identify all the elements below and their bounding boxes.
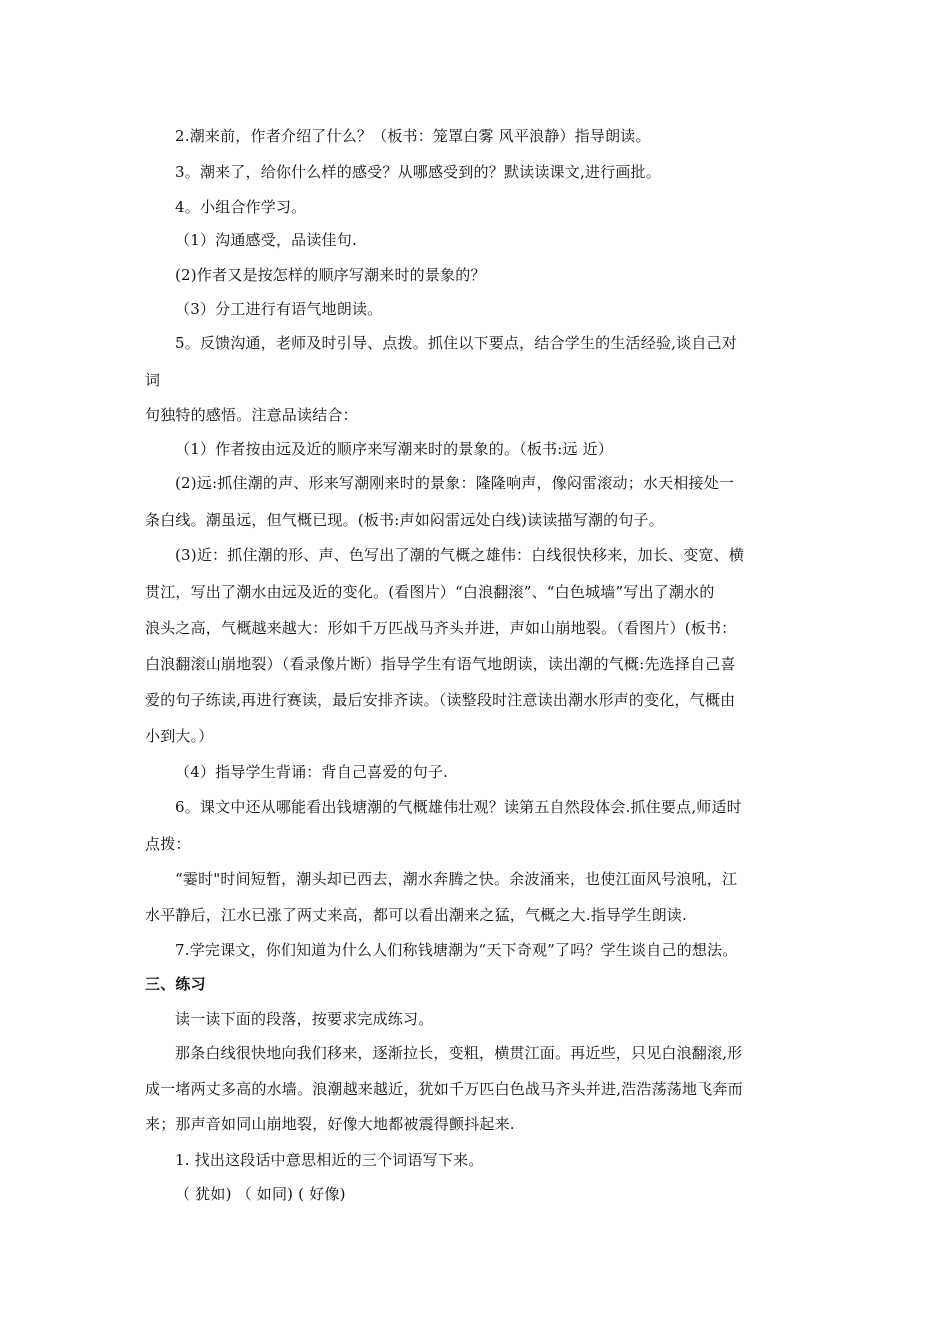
paragraph-line: （3）分工进行有语气地朗读。 [175,300,383,318]
paragraph-line: 水平静后，江水已涨了两丈来高，都可以看出潮来之猛，气概之大.指导学生朗读. [145,906,687,924]
paragraph-line: “霎时"时间短暂，潮头却已西去，潮水奔腾之快。余波涌来，也使江面风号浪吼，江 [175,870,738,888]
paragraph-line: 来；那声音如同山崩地裂，好像大地都被震得颤抖起来. [145,1115,515,1133]
paragraph-line: 句独特的感悟。注意品读结合： [145,406,358,424]
paragraph-line: 3。潮来了，给你什么样的感受？从哪感受到的？默读读课文,进行画批。 [175,163,661,181]
paragraph-line: 读一读下面的段落，按要求完成练习。 [175,1010,434,1028]
paragraph-line: 词 [145,371,161,389]
paragraph-line: 贯江，写出了潮水由远及近的变化。(看图片）“白浪翻滚”、“白色城墙”写出了潮水的 [145,583,715,601]
exercise-answer: （ 犹如) （ 如同) ( 好像) [175,1185,346,1203]
paragraph-line: (2)远:抓住潮的声、形来写潮刚来时的景象：隆隆响声，像闷雷滚动；水天相接处一 [175,474,735,492]
paragraph-line: 7.学完课文，你们知道为什么人们称钱塘潮为“天下奇观”了吗？学生谈自己的想法。 [175,941,738,959]
paragraph-line: 小到大。） [145,727,214,745]
paragraph-line: （4）指导学生背诵：背自己喜爱的句子. [175,763,449,781]
paragraph-line: 点拨： [145,835,191,853]
paragraph-line: 4。小组合作学习。 [175,198,307,216]
paragraph-line: 2.潮来前，作者介绍了什么？（板书：笼罩白雾 风平浪静）指导朗读。 [175,127,651,145]
paragraph-line: （1）作者按由远及近的顺序来写潮来时的景象的。（板书:远 近） [175,440,614,458]
paragraph-line: （1）沟通感受，品读佳句. [175,231,357,249]
paragraph-line: 成一堵两丈多高的水墙。浪潮越来越近，犹如千万匹白色战马齐头并进,浩浩荡荡地飞奔而 [145,1080,743,1098]
section-heading: 三、练习 [145,975,206,993]
paragraph-line: 白浪翻滚山崩地裂）（看录像片断）指导学生有语气地朗读，读出潮的气概:先选择自己喜 [145,655,736,673]
paragraph-line: (2)作者又是按怎样的顺序写潮来时的景象的？ [175,266,486,284]
paragraph-line: 浪头之高，气概越来越大：形如千万匹战马齐头并进，声如山崩地裂。（看图片）(板书： [145,619,737,637]
exercise-question: 1. 找出这段话中意思相近的三个词语写下来。 [175,1151,484,1169]
paragraph-line: (3)近：抓住潮的形、声、色写出了潮的气概之雄伟：白线很快移来，加长、变宽、横 [175,546,745,564]
paragraph-line: 6。课文中还从哪能看出钱塘潮的气概雄伟壮观？读第五自然段体会.抓住要点,师适时 [175,798,742,816]
paragraph-line: 5。反馈沟通，老师及时引导、点拨。抓住以下要点，结合学生的生活经验,谈自己对 [175,334,737,352]
paragraph-line: 爱的句子练读,再进行赛读，最后安排齐读。（读整段时注意读出潮水形声的变化，气概由 [145,691,736,709]
paragraph-line: 条白线。潮虽远，但气概已现。(板书:声如闷雷远处白线)读读描写潮的句子。 [145,511,664,529]
paragraph-line: 那条白线很快地向我们移来，逐渐拉长，变粗，横贯江面。再近些，只见白浪翻滚,形 [175,1044,743,1062]
